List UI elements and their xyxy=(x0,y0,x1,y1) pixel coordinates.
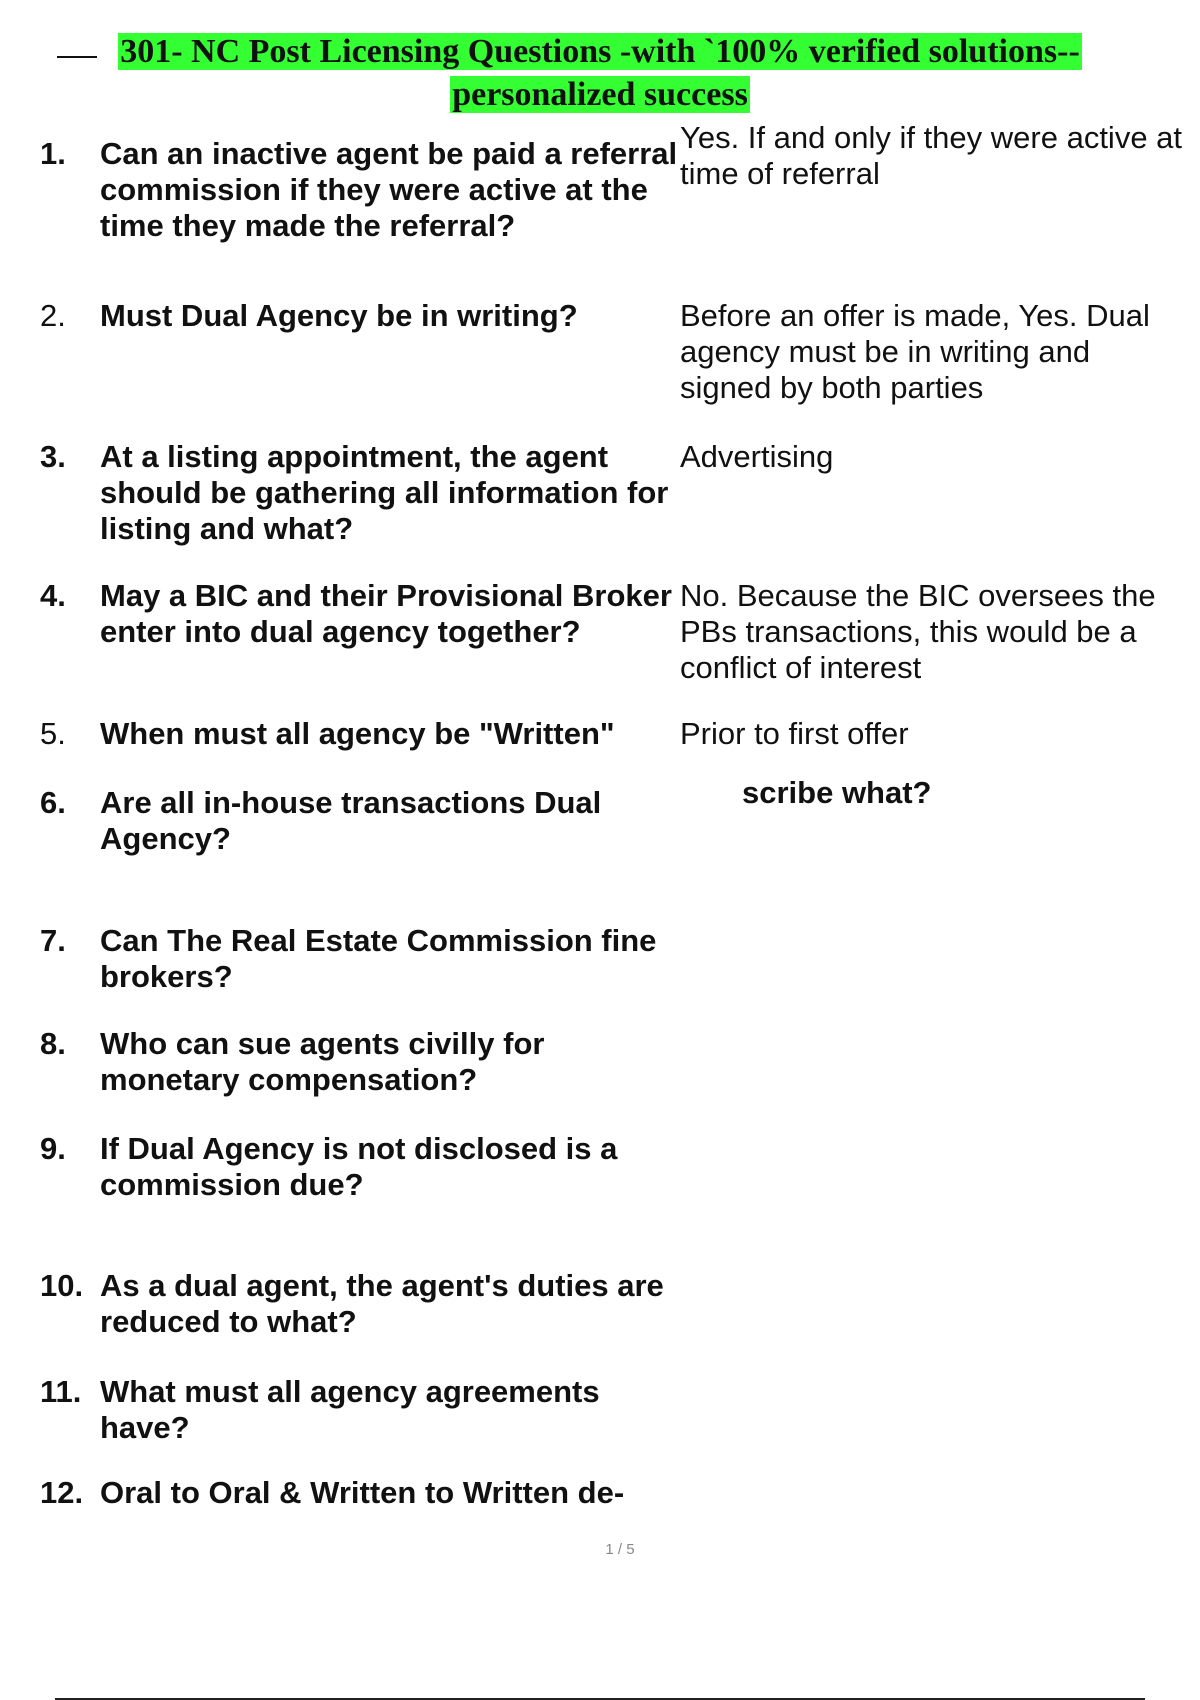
question-5 xyxy=(40,716,680,752)
question-text: What must all agency agreements have? xyxy=(100,1374,600,1445)
answer-3: Advertising xyxy=(680,439,834,474)
question-1 xyxy=(40,136,680,244)
question-text: Must Dual Agency be in writing? xyxy=(100,298,578,333)
answer-5: Prior to first offer xyxy=(680,716,909,751)
answer-6: scribe what? xyxy=(742,775,932,810)
question-number: 10. xyxy=(40,1268,84,1303)
question-number: 8. xyxy=(40,1026,66,1061)
question-text: Can The Real Estate Commission fine brokers? xyxy=(100,923,657,994)
question-12 xyxy=(40,1475,680,1511)
page-number: 1 / 5 xyxy=(605,1541,635,1558)
title-line-2: personalized success xyxy=(452,76,748,113)
question-number: 1. xyxy=(40,136,66,171)
question-9 xyxy=(40,1131,680,1203)
question-number: 9. xyxy=(40,1131,66,1166)
question-text: As a dual agent, the agent's duties are reduced to what? xyxy=(100,1268,664,1339)
answer-1: Yes. If and only if they were active at time of referral xyxy=(680,120,1183,191)
question-text: May a BIC and their Provisional Broker enter into dual agency together? xyxy=(100,578,672,649)
question-number: 2. xyxy=(40,298,66,333)
question-text: Oral to Oral & Written to Written de- xyxy=(100,1475,625,1510)
question-10 xyxy=(40,1268,680,1340)
question-text: If Dual Agency is not disclosed is a commission due? xyxy=(100,1131,618,1202)
answer-2: Before an offer is made, Yes. Dual agency must be in writing and signed by both parties xyxy=(680,298,1150,405)
question-number: 11. xyxy=(40,1374,82,1409)
question-text: Can an inactive agent be paid a referral commission if they were active at the time they made the referral? xyxy=(100,136,678,243)
question-number: 12. xyxy=(40,1475,84,1510)
question-number: 6. xyxy=(40,785,66,820)
question-number: 3. xyxy=(40,439,66,474)
question-text: Are all in-house transactions Dual Agency? xyxy=(100,785,602,856)
answer-4: No. Because the BIC oversees the PBs transactions, this would be a conflict of interest xyxy=(680,578,1156,685)
question-number: 7. xyxy=(40,923,66,958)
question-text: At a listing appointment, the agent should be gathering all information for listing and what? xyxy=(100,439,669,546)
title-line-1: 301- NC Post Licensing Questions -with `100% verified solutions-- xyxy=(120,33,1080,70)
question-3 xyxy=(40,439,680,547)
question-4 xyxy=(40,578,680,650)
question-11 xyxy=(40,1374,680,1446)
question-text: Who can sue agents civilly for monetary compensation? xyxy=(100,1026,545,1097)
question-2 xyxy=(40,298,680,334)
document-title xyxy=(40,30,1160,116)
question-number: 4. xyxy=(40,578,66,613)
question-8 xyxy=(40,1026,680,1098)
question-number: 5. xyxy=(40,716,66,751)
question-7 xyxy=(40,923,680,995)
question-6 xyxy=(40,785,680,857)
question-text: When must all agency be "Written" xyxy=(100,716,615,751)
